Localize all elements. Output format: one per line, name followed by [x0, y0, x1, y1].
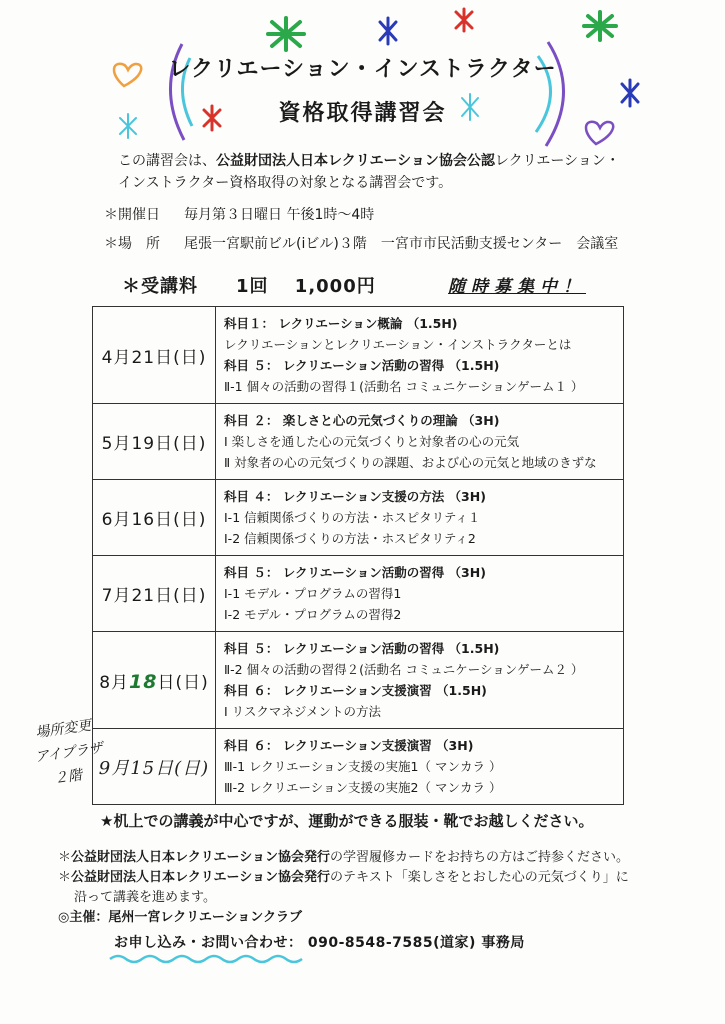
green-star-icon [268, 18, 304, 50]
place-info: ＊場 所 尾張一宮駅前ビル(iビル)３階 一宮市市民活動支援センター 会議室 [104, 236, 619, 252]
session-content: 科目 ５： レクリエーション活動の習得 （3H) Ⅰ-1 モデル・プログラムの習得1 Ⅰ-2 モデル・プログラムの習得2 [216, 556, 624, 632]
session-content: 科目 ２： 楽しさと心の元気づくりの理論 （3H) Ⅰ 楽しさを通した心の元気づくりと対象者の心の元気 Ⅱ 対象者の心の元気づくりの課題、および心の元気と地域のきずな [216, 404, 624, 480]
session-content: 科目 ５： レクリエーション活動の習得 （1.5H) Ⅱ-2 個々の活動の習得２(活動名 コミュニケーションゲーム２ ） 科目 ６： レクリエーション支援演習 （1.5H) Ⅰ リスクマネジメントの方法 [216, 632, 624, 729]
session-content: 科目 ４： レクリエーション支援の方法 （3H) Ⅰ-1 信頼関係づくりの方法・ホスピタリティ１ Ⅰ-2 信頼関係づくりの方法・ホスピタリティ2 [216, 480, 624, 556]
table-row [93, 307, 624, 404]
contact-label: お申し込み・お問い合わせ [114, 935, 288, 951]
table-row [93, 632, 624, 729]
session-date: 4月21日(日) [93, 307, 216, 404]
recruit-text: 随時募集中！ [448, 277, 586, 297]
session-content: 科目 ６： レクリエーション支援演習 （3H) Ⅲ-1 レクリエーション支援の実施1（ マンカラ ） Ⅲ-2 レクリエーション支援の実施2（ マンカラ ） [216, 729, 624, 805]
red-star-icon [456, 9, 472, 31]
contact [114, 932, 525, 952]
table-row [93, 480, 624, 556]
schedule-table [92, 306, 624, 805]
date-info: ＊開催日 毎月第３日曜日 午後1時～4時 [104, 207, 375, 223]
session-date: 7月21日(日) [93, 556, 216, 632]
session-date: 9月15日(日) [93, 729, 216, 805]
intro-text: この講習会は、公益財団法人日本レクリエーション協会公認レクリエーション・ インストラクター資格取得の対象となる講習会です。 [118, 153, 620, 191]
host: ◎主催：尾州一宮レクリエーションクラブ [58, 910, 303, 925]
wavy-underline [108, 952, 308, 966]
session-date: 8月18日(日) [93, 632, 216, 729]
fee-text: ＊受講料 1回 1,000円 [122, 276, 376, 297]
contact-phone: ： 090-8548-7585(道家) 事務局 [288, 935, 525, 951]
notes: ＊公益財団法人日本レクリエーション協会発行の学習履修カードをお持ちの方はご持参ください。 ＊公益財団法人日本レクリエーション協会発行のテキスト「楽しさをとおした心の元気づくり」に 沿って講義を進めます。 [58, 850, 629, 905]
handwritten-date: 18 [129, 670, 158, 693]
page-subtitle: 資格取得講習会 [278, 101, 447, 126]
attire-note: ★机上での講義が中心ですが、運動ができる服装・靴でお越しください。 [100, 812, 594, 830]
session-date: 5月19日(日) [93, 404, 216, 480]
handwritten-note: 場所変更 アイプラザ ２階 [33, 717, 104, 788]
session-content: 科目１： レクリエーション概論 （1.5H) レクリエーションとレクリエーション・インストラクターとは 科目 ５： レクリエーション活動の習得 （1.5H) Ⅱ-1 個々の活動の習得１(活動名 コミュニケーションゲーム１ ） [216, 307, 624, 404]
session-date: 6月16日(日) [93, 480, 216, 556]
table-row [93, 556, 624, 632]
table-row [93, 729, 624, 805]
blue-star-icon [380, 18, 396, 44]
page-title: レクリエーション・インストラクター [168, 57, 557, 82]
table-row [93, 404, 624, 480]
green-star-right-icon [584, 12, 616, 40]
